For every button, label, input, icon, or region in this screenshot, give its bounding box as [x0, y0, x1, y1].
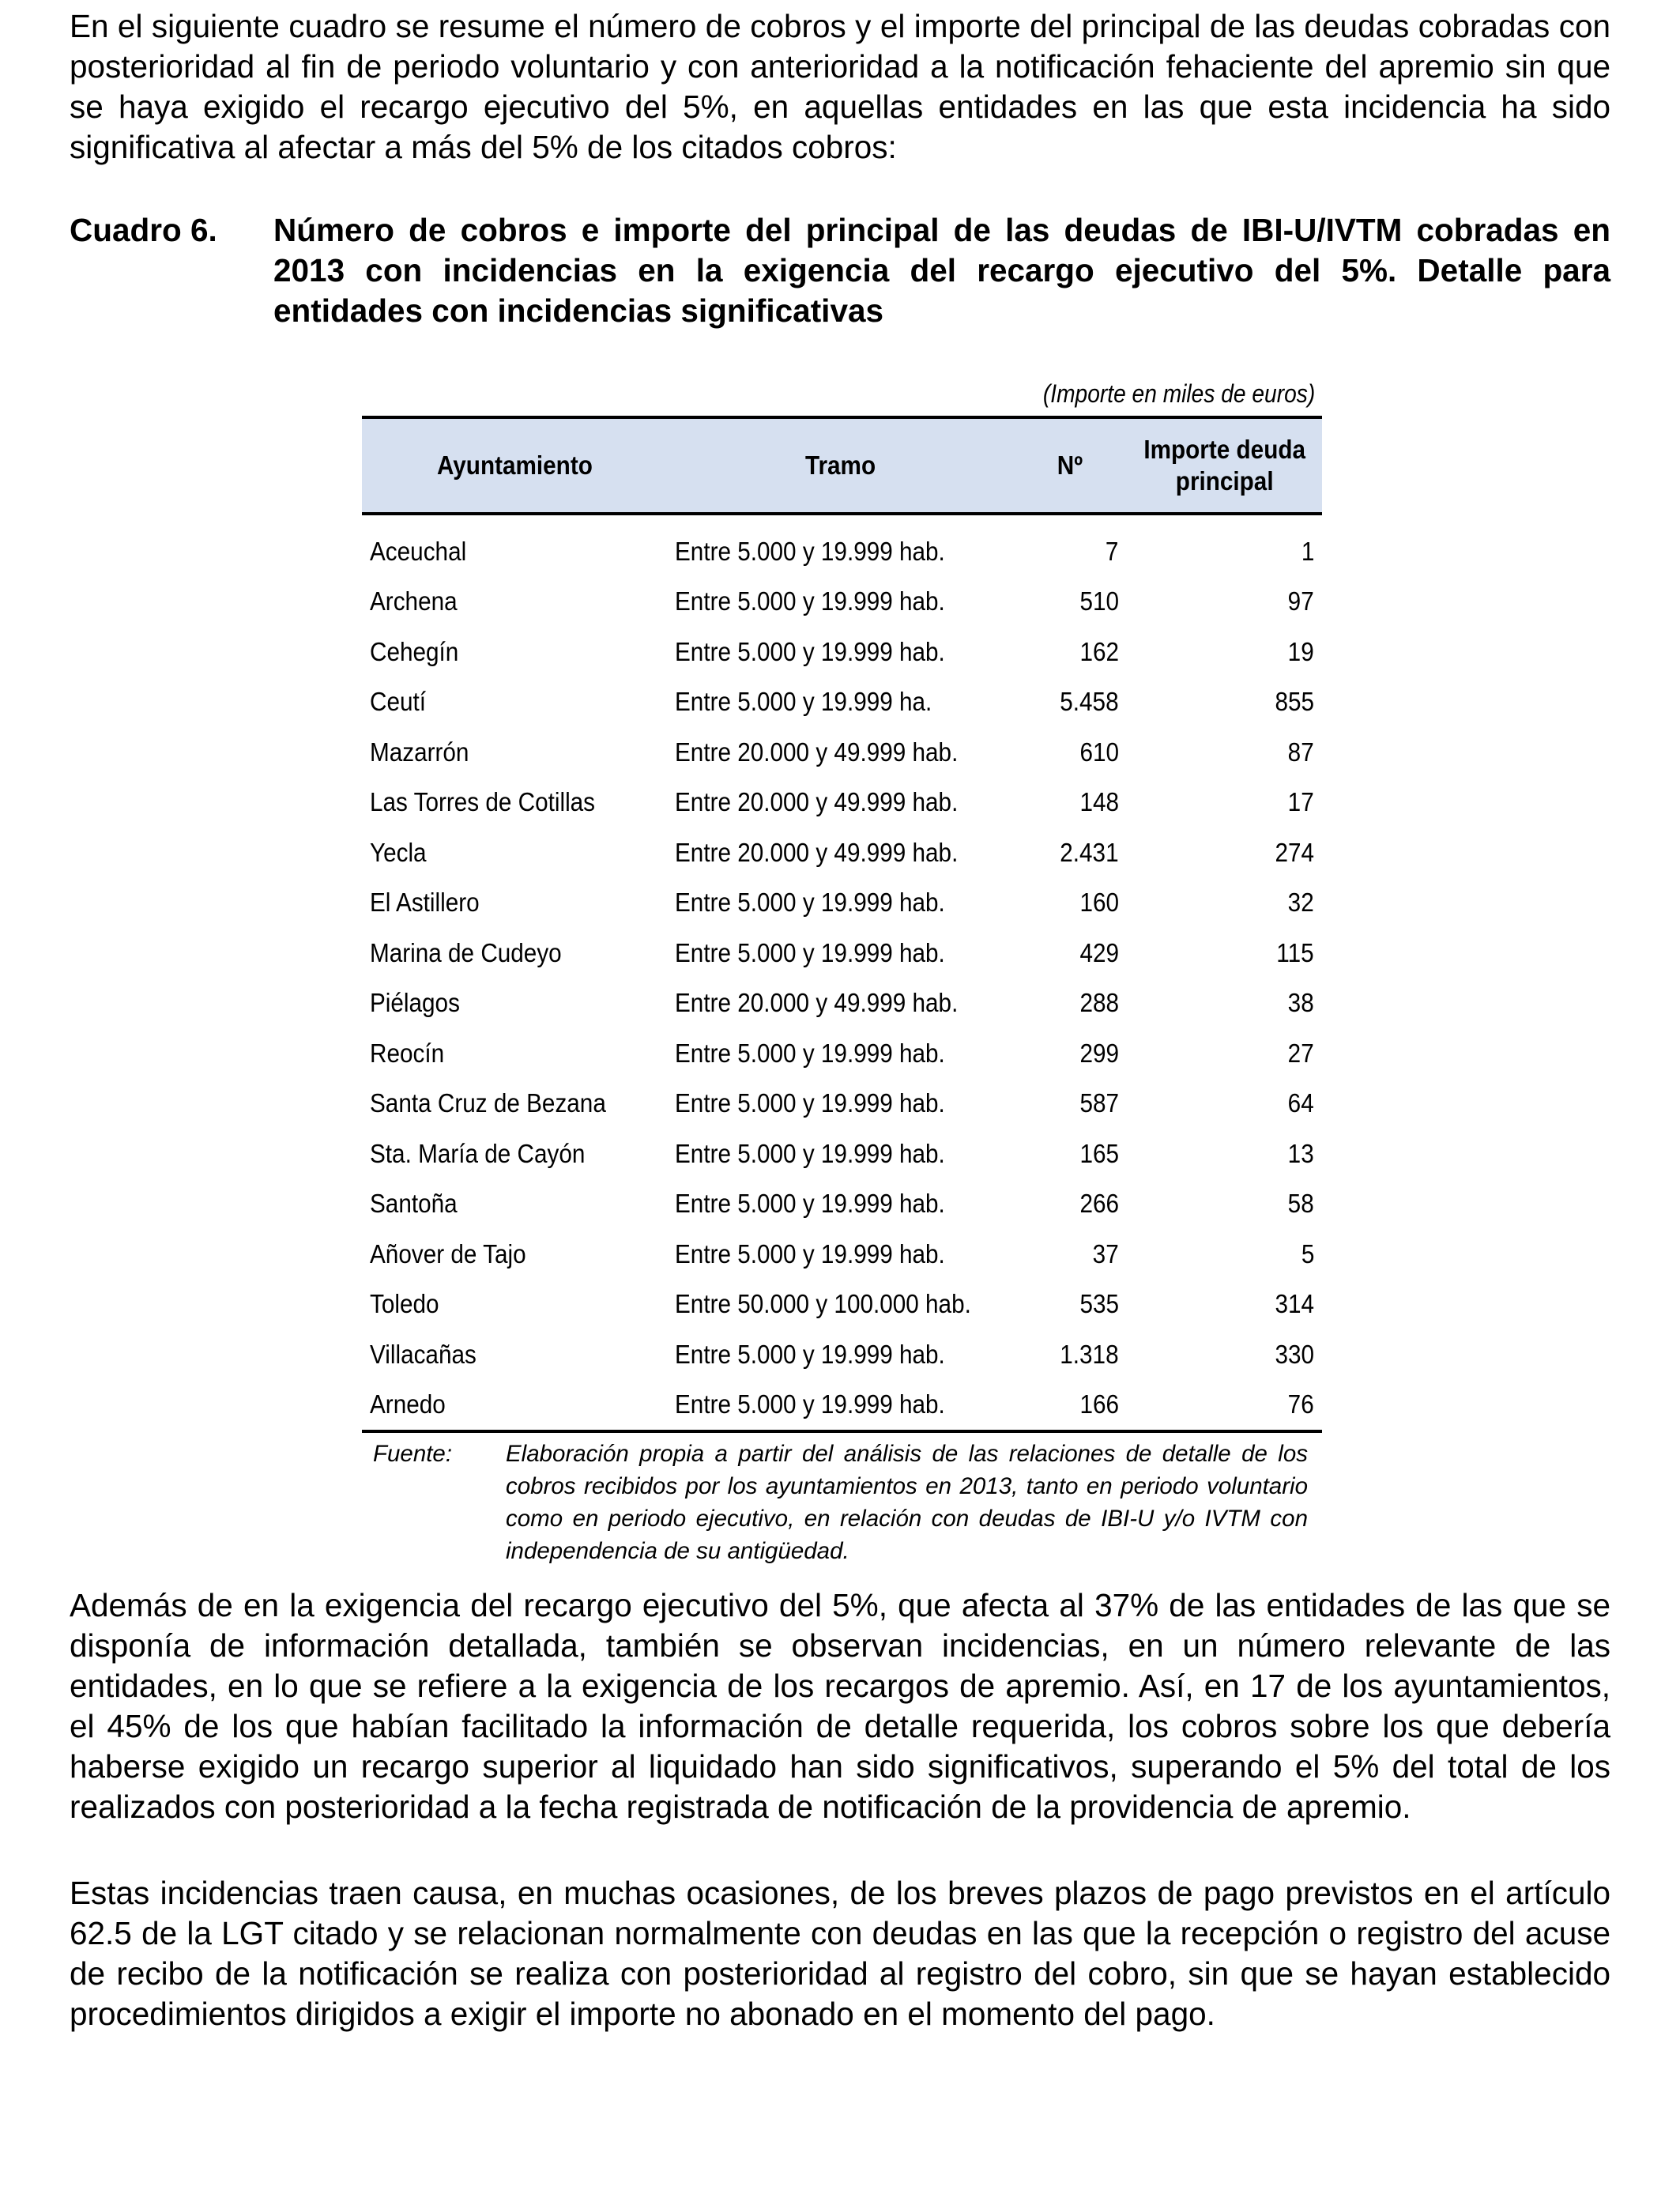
cell-numero: 2.431 [1060, 837, 1119, 867]
cell-ayuntamiento: Piélagos [370, 988, 460, 1018]
table-row [362, 677, 1322, 728]
cell-importe: 64 [1287, 1088, 1314, 1118]
cell-tramo: Entre 5.000 y 19.999 hab. [675, 888, 946, 918]
cell-ayuntamiento: Arnedo [362, 1380, 667, 1432]
cell-numero: 160 [1079, 888, 1119, 918]
table-row [362, 1079, 1322, 1129]
cell-ayuntamiento: Aceuchal [370, 536, 467, 566]
table-row [362, 778, 1322, 828]
cell-tramo: Entre 50.000 y 100.000 hab. [675, 1289, 972, 1319]
cell-ayuntamiento: Marina de Cudeyo [370, 937, 562, 967]
cell-importe: 58 [1287, 1189, 1314, 1219]
table-row [362, 827, 1322, 878]
cell-tramo: Entre 5.000 y 19.999 hab. [675, 1339, 946, 1369]
table-row [362, 928, 1322, 978]
cell-numero: 166 [1013, 1380, 1127, 1432]
cell-tramo: Entre 20.000 y 49.999 hab. [675, 737, 959, 767]
header-importe: Importe deuda principal [1127, 417, 1322, 514]
cell-ayuntamiento: Ceutí [370, 687, 426, 717]
cell-ayuntamiento: Las Torres de Cotillas [370, 787, 596, 817]
table-row [362, 1329, 1322, 1380]
cell-numero: 37 [1092, 1238, 1119, 1269]
table-header-row [362, 417, 1322, 514]
table-row [362, 978, 1322, 1029]
header-ayuntamiento: Ayuntamiento [362, 417, 667, 514]
table-source-note [362, 1438, 1322, 1567]
cell-numero: 1.318 [1060, 1339, 1119, 1369]
table-row [362, 577, 1322, 628]
cell-ayuntamiento: Cehegín [370, 636, 459, 666]
cell-importe: 274 [1275, 837, 1314, 867]
cell-numero: 299 [1079, 1038, 1119, 1068]
table-row [362, 878, 1322, 929]
cell-tramo: Entre 5.000 y 19.999 hab. [675, 937, 946, 967]
cell-importe: 76 [1127, 1380, 1322, 1432]
cell-ayuntamiento: Mazarrón [370, 737, 469, 767]
units-note: (Importe en miles de euros) [1042, 379, 1316, 408]
cell-ayuntamiento: Toledo [370, 1289, 439, 1319]
cell-numero: 535 [1079, 1289, 1119, 1319]
cell-ayuntamiento: Villacañas [370, 1339, 477, 1369]
source-text: Elaboración propia a partir del análisis de las relaciones de detalle de los cobros recibidos por los ayuntamientos en 2013, tanto en periodo voluntario como en periodo ejecutivo, en relación con deudas de IBI-U y/o IVTM con independencia de su antigüedad. [506, 1441, 1308, 1564]
cell-numero: 587 [1079, 1088, 1119, 1118]
cell-numero: 165 [1079, 1138, 1119, 1168]
cell-numero: 266 [1079, 1189, 1119, 1219]
cell-importe: 115 [1276, 937, 1314, 967]
caption-number: Cuadro 6. [70, 212, 217, 248]
cell-numero: 7 [1106, 536, 1119, 566]
table-row [362, 627, 1322, 677]
table-row [362, 1179, 1322, 1230]
cell-ayuntamiento: Archena [370, 586, 458, 616]
cell-numero: 510 [1079, 586, 1119, 616]
caption-title: Número de cobros e importe del principal de las deudas de IBI-U/IVTM cobradas en 2013 con incidencias en la exigencia del recargo ejecutivo del 5%. Detalle para entidades con incidencias significativas [273, 212, 1610, 329]
cell-importe: 17 [1287, 787, 1314, 817]
cell-importe: 330 [1275, 1339, 1314, 1369]
header-numero: Nº [1013, 417, 1127, 514]
table-row [362, 1380, 1322, 1432]
cell-tramo: Entre 5.000 y 19.999 hab. [675, 586, 946, 616]
cell-numero: 162 [1079, 636, 1119, 666]
cell-importe: 32 [1287, 888, 1314, 918]
cell-ayuntamiento: Sta. María de Cayón [370, 1138, 586, 1168]
cell-ayuntamiento: Añover de Tajo [370, 1238, 526, 1269]
cell-numero: 429 [1079, 937, 1119, 967]
cell-tramo: Entre 20.000 y 49.999 hab. [675, 837, 959, 867]
cell-ayuntamiento: Yecla [370, 837, 427, 867]
cell-importe: 27 [1287, 1038, 1314, 1068]
cell-ayuntamiento: Reocín [370, 1038, 445, 1068]
cell-tramo: Entre 5.000 y 19.999 hab. [675, 536, 946, 566]
cell-importe: 19 [1287, 636, 1314, 666]
table-row [362, 1280, 1322, 1330]
cell-tramo: Entre 5.000 y 19.999 ha. [675, 687, 932, 717]
cell-importe: 38 [1287, 988, 1314, 1018]
paragraph-3: Estas incidencias traen causa, en muchas ocasiones, de los breves plazos de pago previstos en el artículo 62.5 de la LGT citado y se relacionan normalmente con deudas en las que la recepción o registro del acuse de recibo de la notificación se realiza con posterioridad al registro del cobro, sin que se hayan establecido procedimientos dirigidos a exigir el importe no abonado en el momento del pago. [70, 1875, 1610, 2032]
table-row [362, 514, 1322, 577]
table-row [362, 1028, 1322, 1079]
data-table [362, 416, 1322, 1433]
table-container [362, 378, 1322, 1567]
cell-importe: 1 [1301, 536, 1314, 566]
paragraph-2: Además de en la exigencia del recargo ejecutivo del 5%, que afecta al 37% de las entidades de las que se disponía de información detallada, también se observan incidencias, en un número relevante de las entidades, en lo que se refiere a la exigencia de los recargos de apremio. Así, en 17 de los ayuntamientos, el 45% de los que habían facilitado la información de detalle requerida, los cobros sobre los que debería haberse exigido un recargo superior al liquidado han sido significativos, superando el 5% del total de los realizados con posterioridad a la fecha registrada de notificación de la providencia de apremio. [70, 1587, 1610, 1825]
cell-ayuntamiento: Santa Cruz de Bezana [370, 1088, 606, 1118]
cell-tramo: Entre 20.000 y 49.999 hab. [675, 787, 959, 817]
cell-numero: 610 [1079, 737, 1119, 767]
cell-importe: 5 [1301, 1238, 1314, 1269]
cell-tramo: Entre 20.000 y 49.999 hab. [675, 988, 959, 1018]
source-label: Fuente: [373, 1441, 453, 1467]
cell-importe: 314 [1275, 1289, 1314, 1319]
table-row [362, 1129, 1322, 1179]
cell-importe: 855 [1275, 687, 1314, 717]
header-tramo: Tramo [667, 417, 1013, 514]
cell-importe: 87 [1287, 737, 1314, 767]
intro-paragraph: En el siguiente cuadro se resume el número de cobros y el importe del principal de las deudas cobradas con posterioridad al fin de periodo voluntario y con anterioridad a la notificación fehaciente del apremio sin que se haya exigido el recargo ejecutivo del 5%, en aquellas entidades en las que esta incidencia ha sido significativa al afectar a más del 5% de los citados cobros: [70, 8, 1610, 165]
table-body [362, 514, 1322, 1431]
cell-tramo: Entre 5.000 y 19.999 hab. [675, 1138, 946, 1168]
cell-numero: 5.458 [1060, 687, 1119, 717]
cell-tramo: Entre 5.000 y 19.999 hab. [675, 1088, 946, 1118]
cell-tramo: Entre 5.000 y 19.999 hab. [675, 1038, 946, 1068]
table-row [362, 1229, 1322, 1280]
cell-importe: 97 [1287, 586, 1314, 616]
cell-tramo: Entre 5.000 y 19.999 hab. [675, 636, 946, 666]
cell-numero: 288 [1079, 988, 1119, 1018]
cell-numero: 148 [1079, 787, 1119, 817]
cell-ayuntamiento: El Astillero [370, 888, 480, 918]
table-row [362, 727, 1322, 778]
cell-tramo: Entre 5.000 y 19.999 hab. [667, 1380, 1013, 1432]
cell-tramo: Entre 5.000 y 19.999 hab. [675, 1189, 946, 1219]
cell-tramo: Entre 5.000 y 19.999 hab. [675, 1238, 946, 1269]
cell-importe: 13 [1287, 1138, 1314, 1168]
cell-ayuntamiento: Santoña [370, 1189, 458, 1219]
